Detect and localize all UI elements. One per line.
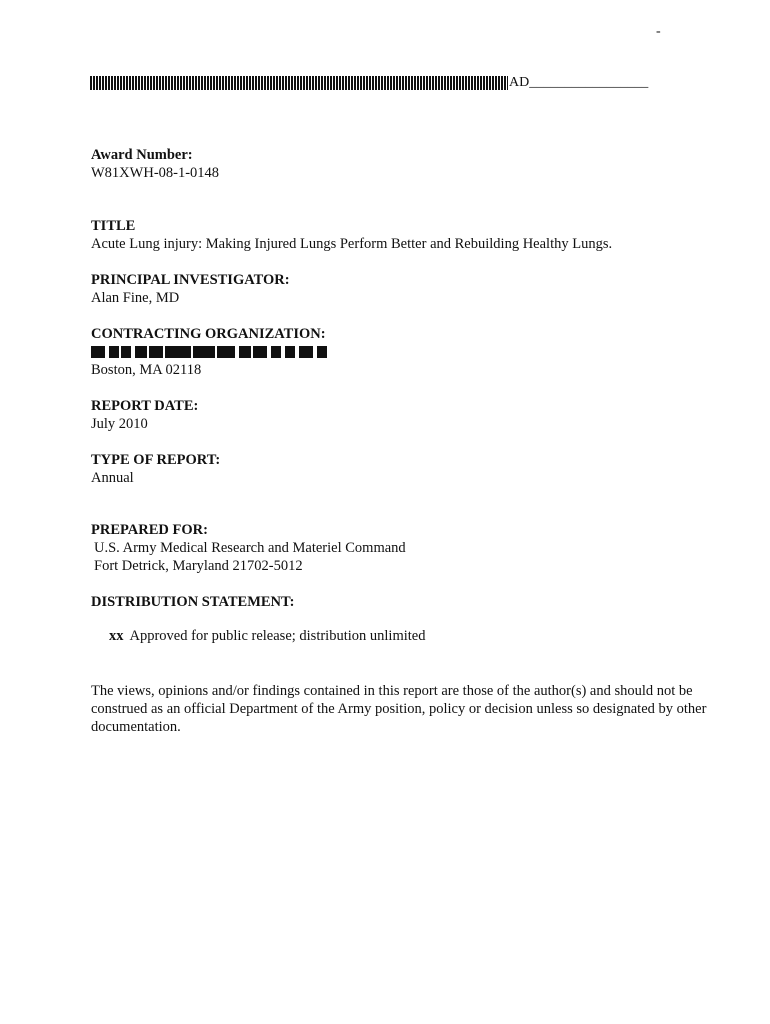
report-type-label: TYPE OF REPORT: xyxy=(91,452,221,468)
prepared-for-line1: U.S. Army Medical Research and Materiel Command xyxy=(94,540,406,556)
prepared-for-section xyxy=(91,521,711,575)
garbled-org-name xyxy=(91,343,711,361)
redacted-block xyxy=(90,76,508,90)
pi-label: PRINCIPAL INVESTIGATOR: xyxy=(91,272,290,288)
distribution-mark: xx xyxy=(109,628,124,644)
ad-number-field: AD_________________ xyxy=(509,75,649,90)
title-label: TITLE xyxy=(91,218,136,234)
disclaimer-section xyxy=(91,682,711,736)
disclaimer-text: The views, opinions and/or findings contained in this report are those of the author(s) and should not be construed as an official Department of the Army position, policy or decision unless so designated by other documentation. xyxy=(91,683,707,735)
distribution-label: DISTRIBUTION STATEMENT: xyxy=(91,594,295,610)
corner-mark: - xyxy=(656,24,661,39)
distribution-statement xyxy=(91,627,711,645)
award-number: W81XWH-08-1-0148 xyxy=(91,165,220,181)
distribution-section xyxy=(91,593,711,645)
org-section xyxy=(91,325,711,379)
org-address: Boston, MA 02118 xyxy=(91,362,202,378)
prepared-for-label: PREPARED FOR: xyxy=(91,522,208,538)
org-label: CONTRACTING ORGANIZATION: xyxy=(91,326,326,342)
report-title: Acute Lung injury: Making Injured Lungs Perform Better and Rebuilding Healthy Lungs. xyxy=(91,236,613,252)
report-date: July 2010 xyxy=(91,416,148,432)
distribution-text: Approved for public release; distribution unlimited xyxy=(129,628,426,644)
ad-number-line xyxy=(90,74,648,92)
report-date-section xyxy=(91,397,711,433)
prepared-for-line2: Fort Detrick, Maryland 21702-5012 xyxy=(94,558,303,574)
award-section xyxy=(91,146,711,182)
award-label: Award Number: xyxy=(91,147,193,163)
report-type: Annual xyxy=(91,470,134,486)
pi-name: Alan Fine, MD xyxy=(91,290,180,306)
report-date-label: REPORT DATE: xyxy=(91,398,199,414)
report-type-section xyxy=(91,451,711,487)
title-section xyxy=(91,217,711,253)
pi-section xyxy=(91,271,711,307)
